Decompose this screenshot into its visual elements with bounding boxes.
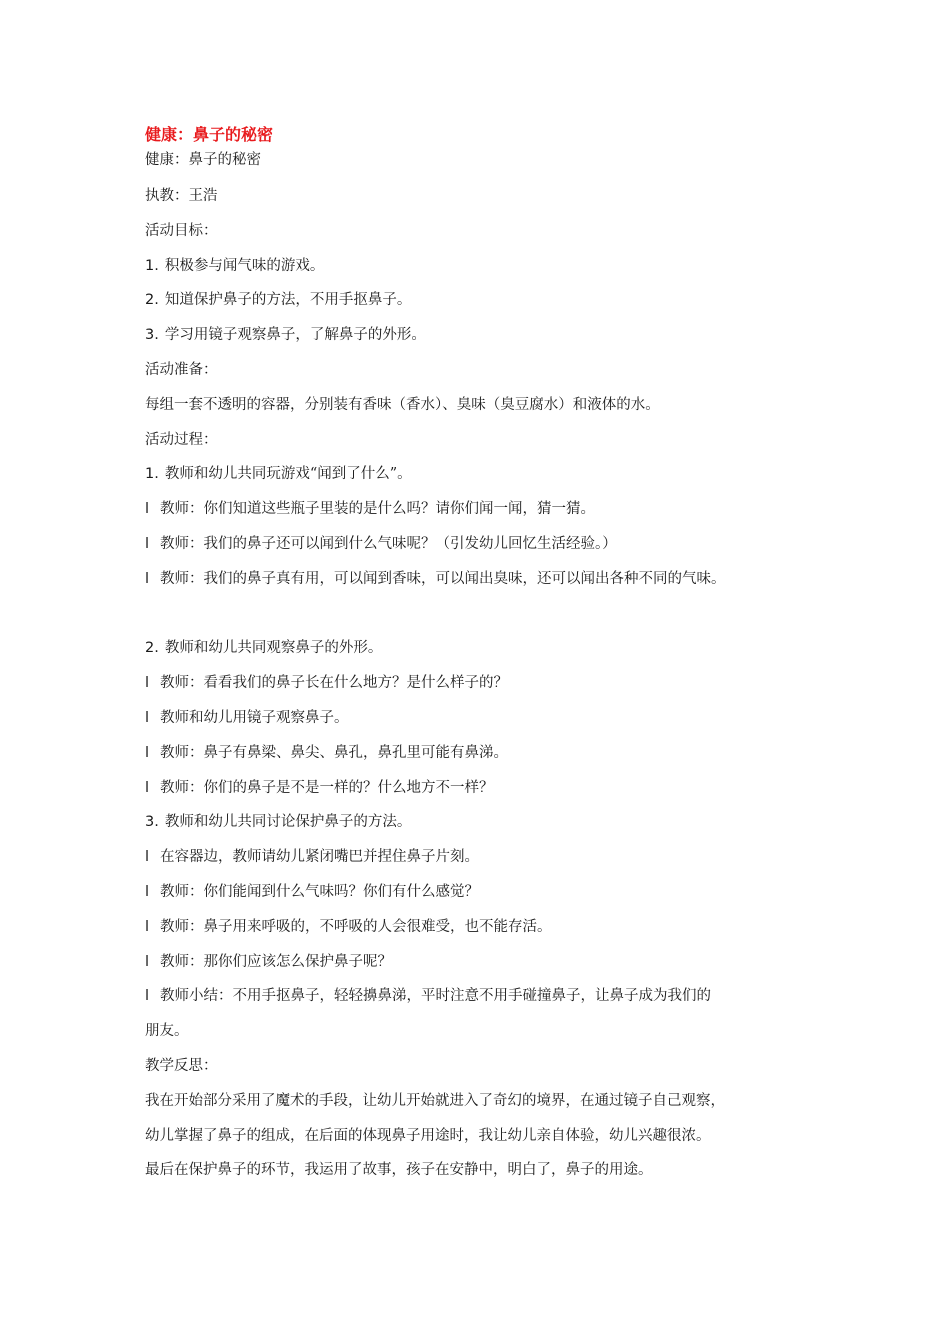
bullet-item — [145, 771, 825, 806]
bullet-marker: l — [145, 535, 150, 552]
teacher-line: 执教：王浩 — [145, 188, 218, 204]
bullet-item — [145, 875, 825, 910]
bullet-text: 教师：你们能闻到什么气味吗？你们有什么感觉？ — [160, 883, 479, 900]
prep-text: 每组一套不透明的容器，分别装有香味（香水）、臭味（臭豆腐水）和液体的水。 — [145, 396, 660, 413]
reflection-heading: 教学反思： — [145, 1057, 218, 1074]
bullet-text: 教师：我们的鼻子真有用，可以闻到香味，可以闻出臭味，还可以闻出各种不同的气味。 — [160, 570, 726, 587]
bullet-marker: l — [145, 779, 150, 796]
goal-item — [145, 283, 825, 318]
bullet-marker: l — [145, 501, 150, 518]
step-text: 教师和幼儿共同观察鼻子的外形。 — [164, 640, 383, 657]
bullet-marker: l — [145, 849, 150, 866]
bullet-item — [145, 527, 825, 562]
bullet-text: 教师：鼻子有鼻梁、鼻尖、鼻孔，鼻孔里可能有鼻涕。 — [160, 744, 508, 761]
step-text: 教师和幼儿共同讨论保护鼻子的方法。 — [164, 814, 412, 831]
document-subtitle: 健康：鼻子的秘密 — [145, 152, 261, 168]
goal-text: 学习用镜子观察鼻子，了解鼻子的外形。 — [164, 327, 426, 344]
document-title: 健康：鼻子的秘密 — [145, 125, 274, 144]
bullet-continuation: 朋友。 — [145, 1023, 189, 1040]
bullet-marker: l — [145, 953, 150, 970]
bullet-marker: l — [145, 988, 150, 1005]
bullet-marker: l — [145, 709, 150, 726]
goal-item — [145, 249, 825, 284]
step-heading — [145, 631, 825, 666]
bullet-item — [145, 979, 825, 1014]
bullet-item — [145, 666, 825, 701]
reflection-line: 最后在保护鼻子的环节，我运用了故事，孩子在安静中，明白了，鼻子的用途。 — [145, 1162, 653, 1179]
goal-number: 2. — [145, 292, 159, 309]
bullet-text: 教师小结：不用手抠鼻子，轻轻擤鼻涕，平时注意不用手碰撞鼻子，让鼻子成为我们的 — [160, 988, 711, 1005]
prep-heading: 活动准备： — [145, 361, 218, 378]
step-text: 教师和幼儿共同玩游戏“闻到了什么”。 — [164, 466, 412, 483]
step-number: 2. — [145, 640, 159, 657]
bullet-marker: l — [145, 744, 150, 761]
bullet-item — [145, 910, 825, 945]
goal-item — [145, 318, 825, 353]
bullet-marker: l — [145, 918, 150, 935]
bullet-text: 教师和幼儿用镜子观察鼻子。 — [160, 709, 349, 726]
bullet-item — [145, 736, 825, 771]
bullet-text: 教师：那你们应该怎么保护鼻子呢？ — [160, 953, 392, 970]
blank-line — [145, 597, 825, 632]
bullet-text: 在容器边，教师请幼儿紧闭嘴巴并捏住鼻子片刻。 — [160, 849, 479, 866]
bullet-marker: l — [145, 675, 150, 692]
goal-text: 积极参与闻气味的游戏。 — [164, 257, 325, 274]
step-heading — [145, 457, 825, 492]
bullet-text: 教师：我们的鼻子还可以闻到什么气味呢？（引发幼儿回忆生活经验。） — [160, 535, 617, 552]
bullet-text: 教师：你们的鼻子是不是一样的？什么地方不一样？ — [160, 779, 494, 796]
reflection-line: 我在开始部分采用了魔术的手段，让幼儿开始就进入了奇幻的境界，在通过镜子自己观察， — [145, 1092, 725, 1109]
step-number: 1. — [145, 466, 159, 483]
bullet-item — [145, 945, 825, 980]
bullet-text: 教师：鼻子用来呼吸的，不呼吸的人会很难受，也不能存活。 — [160, 918, 552, 935]
document-page — [145, 122, 825, 1188]
goal-text: 知道保护鼻子的方法，不用手抠鼻子。 — [164, 292, 412, 309]
goal-number: 3. — [145, 327, 159, 344]
bullet-marker: l — [145, 883, 150, 900]
bullet-text: 教师：你们知道这些瓶子里装的是什么吗？请你们闻一闻，猜一猜。 — [160, 501, 595, 518]
step-heading — [145, 805, 825, 840]
bullet-item — [145, 840, 825, 875]
goal-number: 1. — [145, 257, 159, 274]
bullet-item — [145, 492, 825, 527]
step-number: 3. — [145, 814, 159, 831]
bullet-marker: l — [145, 570, 150, 587]
bullet-item — [145, 562, 825, 597]
bullet-item — [145, 701, 825, 736]
bullet-text: 教师：看看我们的鼻子长在什么地方？是什么样子的？ — [160, 675, 508, 692]
goals-heading: 活动目标： — [145, 222, 218, 239]
process-heading: 活动过程： — [145, 431, 218, 448]
reflection-line: 幼儿掌握了鼻子的组成，在后面的体现鼻子用途时，我让幼儿亲自体验，幼儿兴趣很浓。 — [145, 1127, 711, 1144]
